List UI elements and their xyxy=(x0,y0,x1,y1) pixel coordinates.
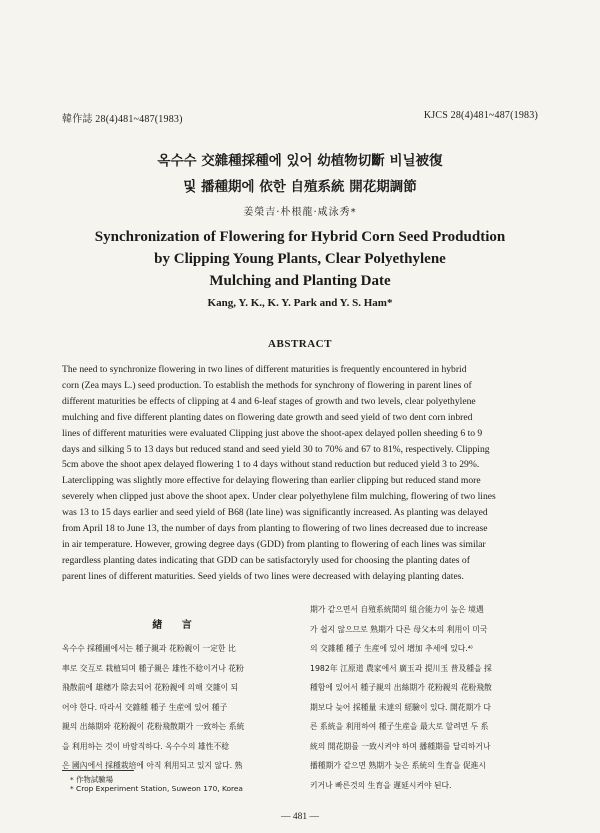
abstract-line: days and silking 5 to 13 days but reduced stand and seed yield 30 to 70% and 67 to 81%, respectively. Clipping xyxy=(62,443,490,455)
body-line: 키거나 빠른것의 生育을 遲延시켜야 된다. xyxy=(310,780,452,790)
page-number: — 481 — xyxy=(281,812,319,822)
body-line: 飛散前에 雄穗가 除去되어 花粉親에 의해 交雜이 되 xyxy=(62,683,239,692)
abstract-line: severely when clipped just above the shoot apex. Under clear polyethylene film mulching, flowering of two lines xyxy=(62,491,496,503)
korean-title-line-1: 옥수수 交雜種採種에 있어 幼植物切斷 비닐被復 xyxy=(157,153,443,169)
body-line: 을 利用하는 것이 바람직하다. 옥수수의 雄性不稔 xyxy=(62,741,230,751)
body-line: 種함에 있어서 種子親의 出絲期가 花粉親의 花粉飛散 xyxy=(310,683,492,692)
abstract-line: parent lines of different maturities. Seed yields of two lines were decreased with delaying planting dates. xyxy=(62,570,464,582)
footnote-affiliation-english: * Crop Experiment Station, Suweon 170, Korea xyxy=(70,784,243,793)
english-title-line-1: Synchronization of Flowering for Hybrid Corn Seed Produdtion xyxy=(94,229,506,245)
journal-citation-english: KJCS 28(4)481~487(1983) xyxy=(423,110,538,121)
abstract-line: in air temperature. However, growing degree days (GDD) from planting to flowering of each lines was similar xyxy=(62,538,486,550)
body-line: 統의 開花期를 一致시켜야 하며 播種期를 달리하거나 xyxy=(310,741,491,751)
introduction-heading: 緖 言 xyxy=(152,620,200,631)
korean-authors: 姜榮吉·朴根龍·咸泳秀* xyxy=(243,207,357,218)
body-line: 率로 交互로 栽植되며 種子親은 雄性不稔이거나 花粉 xyxy=(62,663,244,673)
footnote-divider xyxy=(62,770,134,771)
body-line: 른 系統을 利用하여 種子生産을 最大로 할려면 두 系 xyxy=(310,722,489,731)
english-title-line-2: by Clipping Young Plants, Clear Polyethylene xyxy=(154,251,446,267)
english-title-line-3: Mulching and Planting Date xyxy=(209,273,391,289)
abstract-heading: ABSTRACT xyxy=(268,338,332,350)
journal-citation-korean: 韓作誌 28(4)481~487(1983) xyxy=(62,114,183,125)
body-line: 은 國內에서 採種栽培에 아직 利用되고 있지 않다. 熟 xyxy=(62,761,243,770)
abstract-line: Laterclipping was slightly more effective for delaying flowering than earlier clipping but reduced stand more xyxy=(62,475,481,487)
abstract-line: mulching and five different planting dates on flowering date growth and seed yield of two dent corn inbred xyxy=(62,411,473,423)
abstract-line: different maturities be effects of clipping at 4 and 6-leaf stages of growth and two levels, clear polyethylene xyxy=(62,395,476,407)
introduction-right-column xyxy=(310,600,542,795)
footnote-affiliation-korean: * 作物試驗場 xyxy=(70,775,113,784)
body-line: 親의 出絲期와 花粉親이 花粉飛散期가 一致하는 系統 xyxy=(62,722,245,731)
abstract-line: from April 18 to June 13, the number of days from planting to flowering of two lines decreased due to increase xyxy=(62,523,488,535)
introduction-left-column xyxy=(62,639,290,776)
body-line: 播種期가 같으면 熟期가 늦은 系統의 生育을 促進시 xyxy=(310,761,486,770)
body-line: 期가 같으면서 自殖系統間의 組合能力이 높은 境遇 xyxy=(310,605,484,614)
body-line: 1982年 江原道 農家에서 廣玉과 提川玉 普及種을 採 xyxy=(310,663,492,673)
korean-title-line-2: 및 播種期에 依한 自殖系統 開花期調節 xyxy=(183,179,417,195)
body-line: 가 쉽지 않으므로 熟期가 다른 母父本의 利用이 미국 xyxy=(310,624,488,634)
abstract-line: The need to synchronize flowering in two lines of different maturities is frequently encountered in hybrid xyxy=(62,364,467,375)
abstract-line: lines of different maturities were evaluated Clipping just above the shoot-apex delayed pollen sheeding 6 to 9 xyxy=(62,427,483,439)
body-line: 期보다 늦어 採種量 未達의 經驗이 있다. 開花期가 다 xyxy=(310,702,491,712)
body-line: 어야 한다. 따라서 交雜種 種子 生産에 있어 種子 xyxy=(62,702,228,712)
abstract-body xyxy=(62,362,539,585)
english-authors: Kang, Y. K., K. Y. Park and Y. S. Ham* xyxy=(207,297,393,309)
abstract-line: corn (Zea mays L.) seed production. To establish the methods for synchrony of flowering in parent lines of xyxy=(62,379,472,391)
body-line: 옥수수 採種圃에서는 種子親과 花粉親이 一定한 比 xyxy=(62,644,236,653)
abstract-line: was 13 to 15 days earlier and seed yield of B68 (late line) was significantly increased. As planting was delayed xyxy=(62,507,488,519)
abstract-line: regardless planting dates indicating that GDD can be satisfactoryly used for choosing the planting dates of xyxy=(62,554,470,566)
body-line: 의 交雜種 種子 生産에 있어 增加 추세에 있다.⁴⁾ xyxy=(310,644,473,653)
abstract-line: 5cm above the shoot apex delayed flowering 1 to 4 days without stand reduction but reduced yield 3 to 29%. xyxy=(62,459,480,471)
